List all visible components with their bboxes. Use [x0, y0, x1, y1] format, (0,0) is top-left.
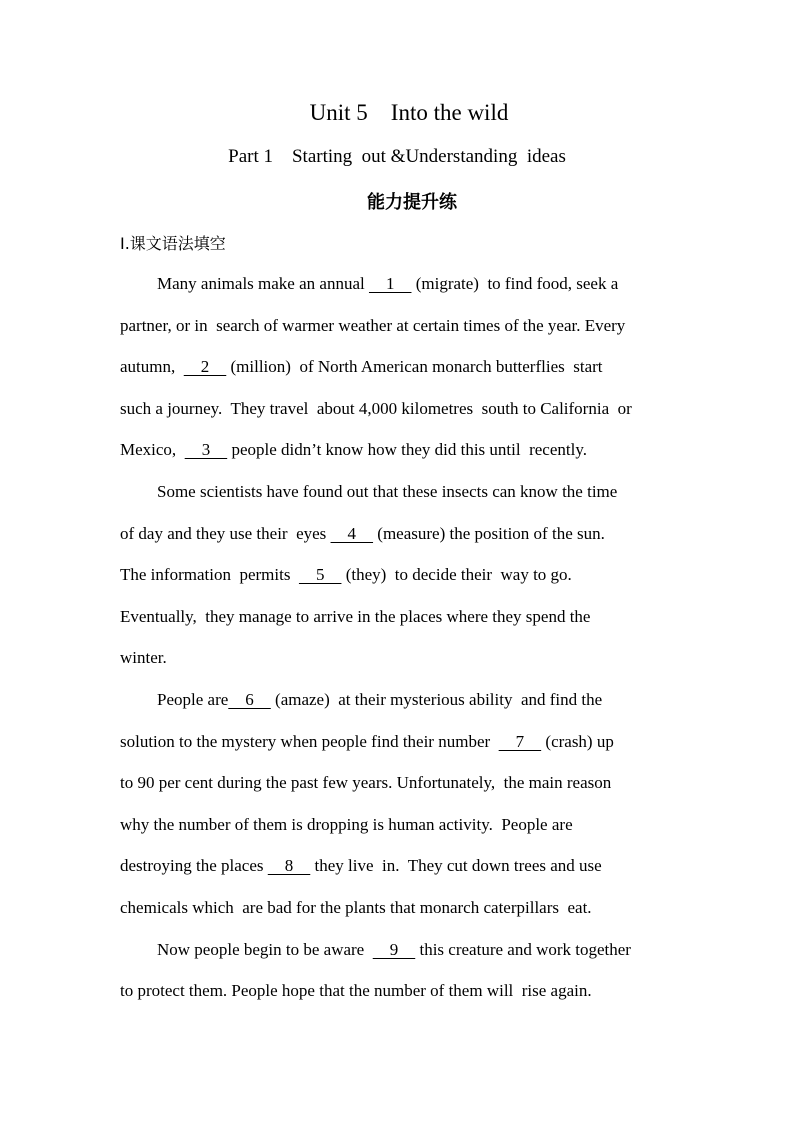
- exercise-subtitle: 能力提升练: [367, 192, 457, 213]
- answer-blank[interactable]: 6: [228, 690, 271, 709]
- answer-blank[interactable]: 1: [368, 274, 412, 293]
- passage-text: Eventually, they manage to arrive in the places where they spend the: [120, 606, 591, 626]
- passage-text: chemicals which are bad for the plants that monarch caterpillars eat.: [120, 898, 592, 917]
- passage-text: to 90 per cent during the past few years. Unfortunately, the main reason: [120, 773, 612, 793]
- passage-line: [120, 647, 167, 669]
- passage-text: (amaze) at their mysterious ability and find the: [270, 690, 603, 709]
- passage-text: solution to the mystery when people find their number: [120, 731, 499, 751]
- passage-line: [157, 939, 631, 961]
- passage-line: [120, 606, 590, 628]
- passage-text: people didn’t know how they did this until recently.: [227, 440, 587, 460]
- answer-blank[interactable]: 5: [298, 565, 342, 585]
- passage-text: partner, or in search of warmer weather at certain times of the year. Every: [120, 315, 626, 335]
- passage-line: [120, 980, 592, 1002]
- passage-text: (migrate) to find food, seek a: [411, 274, 619, 293]
- passage-text: autumn,: [120, 357, 184, 377]
- passage-text: of day and they use their eyes: [120, 523, 331, 543]
- passage-line: [120, 772, 611, 794]
- section-label: Ⅰ.课文语法填空: [120, 234, 226, 253]
- passage-text: The information permits: [120, 565, 299, 585]
- passage-line: [120, 855, 602, 877]
- passage-text: Many animals make an annual: [157, 274, 369, 293]
- passage-line: [120, 523, 605, 545]
- passage-line: [120, 814, 573, 836]
- passage-line: [120, 439, 587, 461]
- passage-text: (crash) up: [541, 731, 614, 751]
- passage-line: [157, 689, 602, 711]
- passage-text: (million) of North American monarch butterflies start: [226, 357, 603, 377]
- unit-title: Unit 5 Into the wild: [309, 100, 509, 125]
- passage-text: to protect them. People hope that the number of them will rise again.: [120, 981, 592, 1001]
- passage-line: [120, 731, 614, 753]
- passage-text: they live in. They cut down trees and use: [310, 856, 602, 876]
- passage-text: Now people begin to be aware: [157, 939, 373, 959]
- answer-blank[interactable]: 3: [184, 440, 228, 460]
- passage-text: such a journey. They travel about 4,000 kilometres south to California or: [120, 398, 632, 418]
- passage-line: [120, 564, 572, 586]
- passage-text: (they) to decide their way to go.: [341, 565, 572, 585]
- passage-line: [157, 273, 618, 295]
- part-title: Part 1 Starting out &Understanding ideas: [228, 146, 566, 167]
- passage-text: Some scientists have found out that these insects can know the time: [157, 482, 618, 501]
- passage-text: this creature and work together: [415, 939, 631, 959]
- answer-blank[interactable]: 7: [498, 731, 542, 751]
- passage-text: People are: [157, 690, 229, 709]
- passage-line: [120, 315, 625, 337]
- answer-blank[interactable]: 4: [330, 523, 374, 543]
- passage-line: [120, 897, 592, 919]
- passage-line: [157, 481, 617, 503]
- answer-blank[interactable]: 9: [372, 939, 416, 959]
- answer-blank[interactable]: 2: [183, 357, 227, 377]
- passage-text: why the number of them is dropping is human activity. People are: [120, 814, 573, 834]
- passage-line: [120, 356, 603, 378]
- passage-text: (measure) the position of the sun.: [373, 523, 605, 543]
- answer-blank[interactable]: 8: [267, 856, 311, 876]
- passage-text: destroying the places: [120, 856, 268, 876]
- passage-line: [120, 398, 632, 420]
- passage-text: Mexico,: [120, 440, 185, 460]
- passage-text: winter.: [120, 648, 167, 668]
